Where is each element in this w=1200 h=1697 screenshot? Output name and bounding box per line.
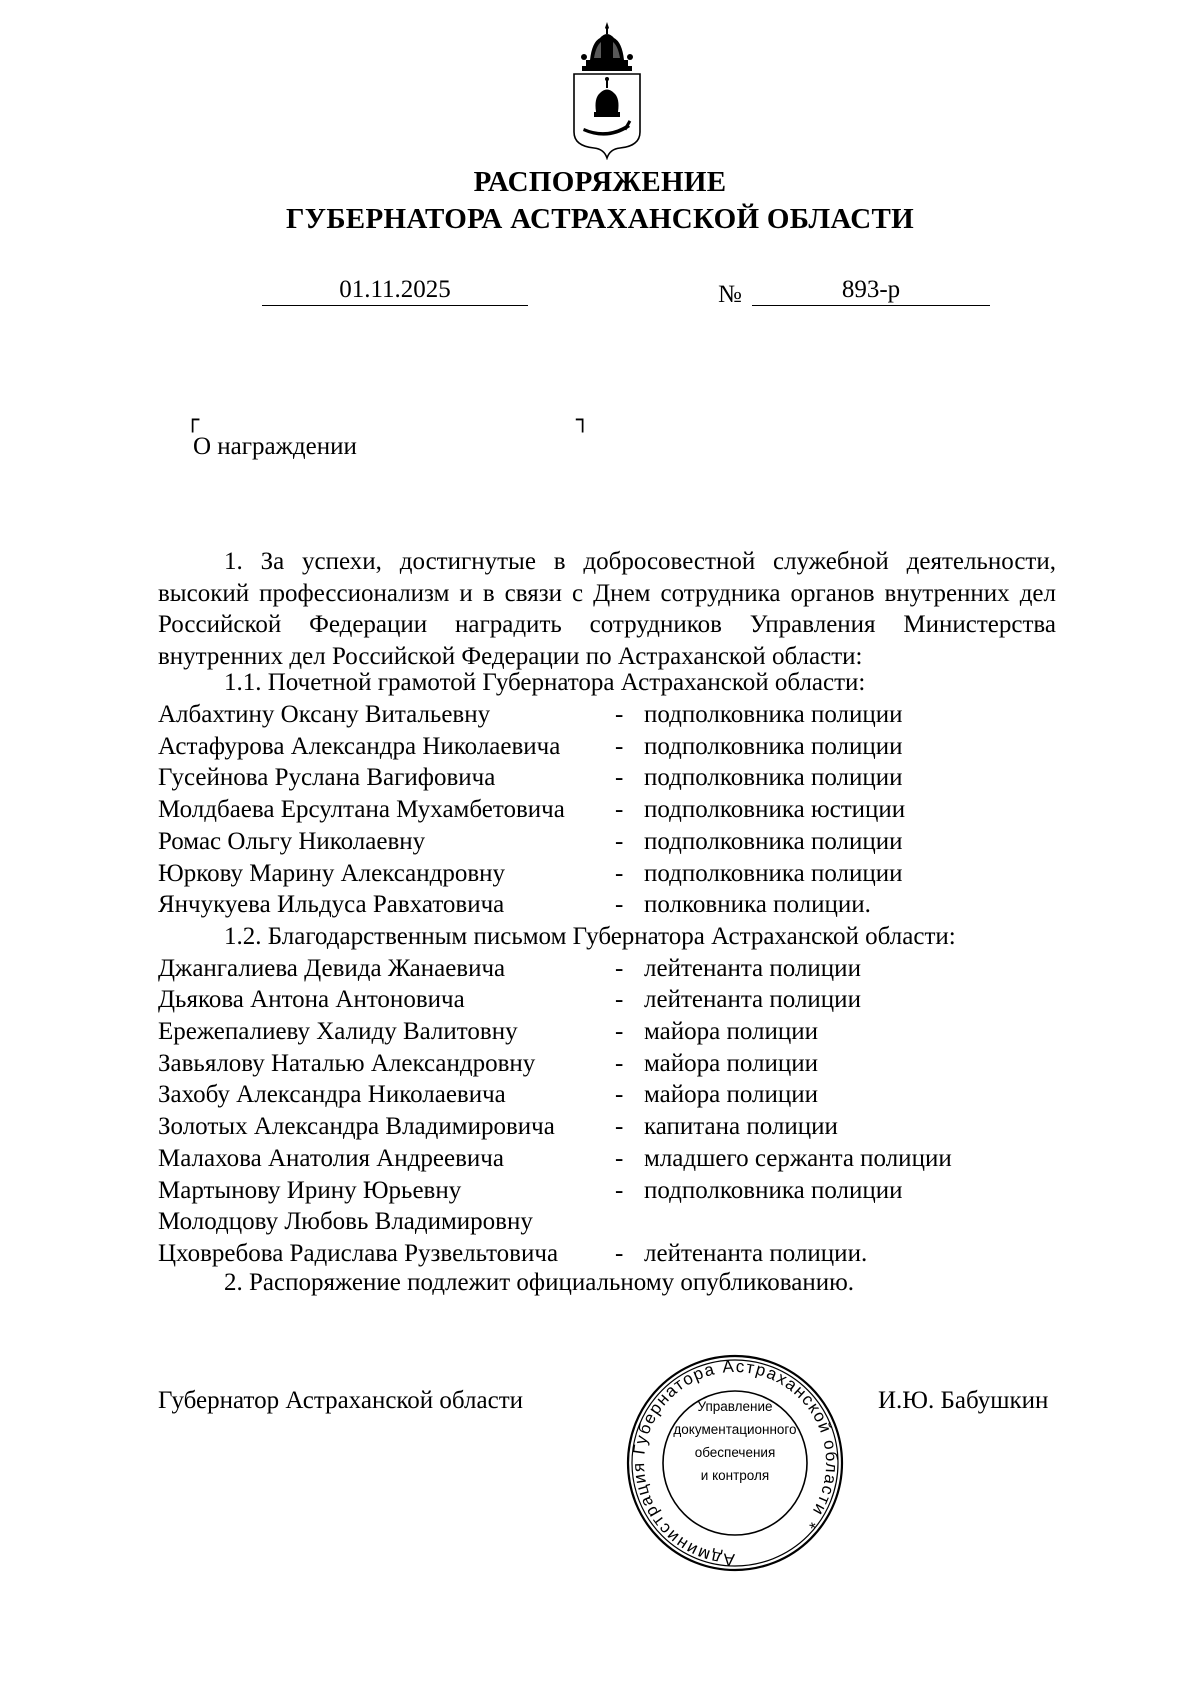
dash-separator: - <box>615 891 624 918</box>
number-field: 893-р <box>752 275 990 306</box>
awardee-rank: подполковника полиции <box>644 733 903 760</box>
list-item <box>158 1111 1056 1143</box>
awardee-name: Албахтину Оксану Витальевну <box>158 701 491 728</box>
dash-separator: - <box>615 986 624 1013</box>
section-1-heading: 1.1. Почетной грамотой Губернатора Астраханской области: <box>224 669 866 696</box>
awardee-rank: лейтенанта полиции. <box>644 1240 868 1267</box>
awardee-name: Гусейнова Руслана Вагифовича <box>158 764 496 791</box>
list-item <box>158 1238 1056 1270</box>
dash-separator: - <box>615 701 624 728</box>
awardee-name: Молдбаева Ерсултана Мухамбетовича <box>158 796 565 823</box>
seal-line: и контроля <box>700 1468 770 1483</box>
awardee-rank: полковника полиции. <box>644 891 871 918</box>
awardee-rank: подполковника юстиции <box>644 796 906 823</box>
document-title: РАСПОРЯЖЕНИЕ <box>473 166 727 198</box>
list-item <box>158 858 1056 890</box>
awardee-rank: подполковника полиции <box>644 764 903 791</box>
dash-separator: - <box>615 1240 624 1267</box>
seal-line: обеспечения <box>694 1445 776 1460</box>
dash-separator: - <box>615 828 624 855</box>
document-subject: О награждении <box>193 433 357 460</box>
awardee-rank: майора полиции <box>644 1018 819 1045</box>
corner-bracket-left-icon: ┌ <box>186 408 200 433</box>
seal-line: Управление <box>697 1399 773 1414</box>
astrakhan-coat-of-arms-icon <box>570 20 644 160</box>
list-item <box>158 731 1056 763</box>
corner-bracket-right-icon: ┐ <box>576 408 590 433</box>
awardee-rank: майора полиции <box>644 1081 819 1108</box>
awardee-name: Захобу Александра Николаевича <box>158 1081 506 1108</box>
list-item <box>158 794 1056 826</box>
awardee-name: Ромас Ольгу Николаевну <box>158 828 426 855</box>
list-item <box>158 1175 1056 1207</box>
paragraph-1: 1. За успехи, достигнутые в добросовестной служебной деятельности, высокий профессионализм и в связи с Днем сотрудника органов внутренних дел Российской Федерации наградить сотрудников Управления Министерства внутренних дел Российской Федерации по Астраханской области: <box>158 548 1056 671</box>
dash-separator: - <box>615 1018 624 1045</box>
awardee-name: Ережепалиеву Халиду Валитовну <box>158 1018 518 1045</box>
awardee-rank: капитана полиции <box>644 1113 838 1140</box>
list-item <box>158 1143 1056 1175</box>
dash-separator: - <box>615 764 624 791</box>
dash-separator: - <box>615 955 624 982</box>
date-field: 01.11.2025 <box>262 275 528 306</box>
signatory-position: Губернатор Астраханской области <box>158 1387 524 1414</box>
awardee-name: Дьякова Антона Антоновича <box>158 986 465 1013</box>
awardee-name: Золотых Александра Владимировича <box>158 1113 555 1140</box>
awardee-name: Завьялову Наталью Александровну <box>158 1050 536 1077</box>
awardee-rank: лейтенанта полиции <box>644 955 861 982</box>
list-item <box>158 699 1056 731</box>
section-2-heading: 1.2. Благодарственным письмом Губернатора Астраханской области: <box>224 923 956 950</box>
list-item <box>158 1079 1056 1111</box>
awardee-rank: подполковника полиции <box>644 1177 903 1204</box>
dash-separator: - <box>615 1050 624 1077</box>
awardee-name: Цховребова Радислава Рузвельтовича <box>158 1240 559 1267</box>
list-item <box>158 1048 1056 1080</box>
awardee-name: Малахова Анатолия Андреевича <box>158 1145 504 1172</box>
awardee-rank: майора полиции <box>644 1050 819 1077</box>
awardee-name: Астафурова Александра Николаевича <box>158 733 561 760</box>
awardee-rank: младшего сержанта полиции <box>644 1145 952 1172</box>
awardee-name: Джангалиева Девида Жанаевича <box>158 955 506 982</box>
dash-separator: - <box>615 733 624 760</box>
list-item <box>158 1206 1056 1238</box>
list-item <box>158 984 1056 1016</box>
awardee-name: Янчукуева Ильдуса Равхатовича <box>158 891 505 918</box>
list-item <box>158 762 1056 794</box>
awardee-rank: лейтенанта полиции <box>644 986 861 1013</box>
dash-separator: - <box>615 1145 624 1172</box>
coat-of-arms <box>570 20 644 160</box>
list-item <box>158 889 1056 921</box>
awardee-name: Юркову Марину Александровну <box>158 860 506 887</box>
seal-inner-text <box>670 1395 800 1487</box>
number-label: № <box>718 281 742 308</box>
svg-text:Администрация Губернатора Астр: Администрация Губернатора Астраханской области * <box>628 1356 842 1570</box>
signatory-name: И.Ю. Бабушкин <box>878 1387 1049 1414</box>
list-item <box>158 953 1056 985</box>
dash-separator: - <box>615 1113 624 1140</box>
list-item <box>158 1016 1056 1048</box>
list-item <box>158 826 1056 858</box>
dash-separator: - <box>615 1081 624 1108</box>
awardee-name: Мартынову Ирину Юрьевну <box>158 1177 462 1204</box>
dash-separator: - <box>615 860 624 887</box>
awardee-rank: подполковника полиции <box>644 860 903 887</box>
awardee-name: Молодцову Любовь Владимировну <box>158 1208 533 1235</box>
awardee-rank: подполковника полиции <box>644 828 903 855</box>
dash-separator: - <box>615 796 624 823</box>
dash-separator: - <box>615 1177 624 1204</box>
paragraph-2: 2. Распоряжение подлежит официальному опубликованию. <box>224 1269 855 1296</box>
document-issuer: ГУБЕРНАТОРА АСТРАХАНСКОЙ ОБЛАСТИ <box>286 203 914 235</box>
awardee-rank: подполковника полиции <box>644 701 903 728</box>
seal-line: документационного <box>673 1422 797 1437</box>
